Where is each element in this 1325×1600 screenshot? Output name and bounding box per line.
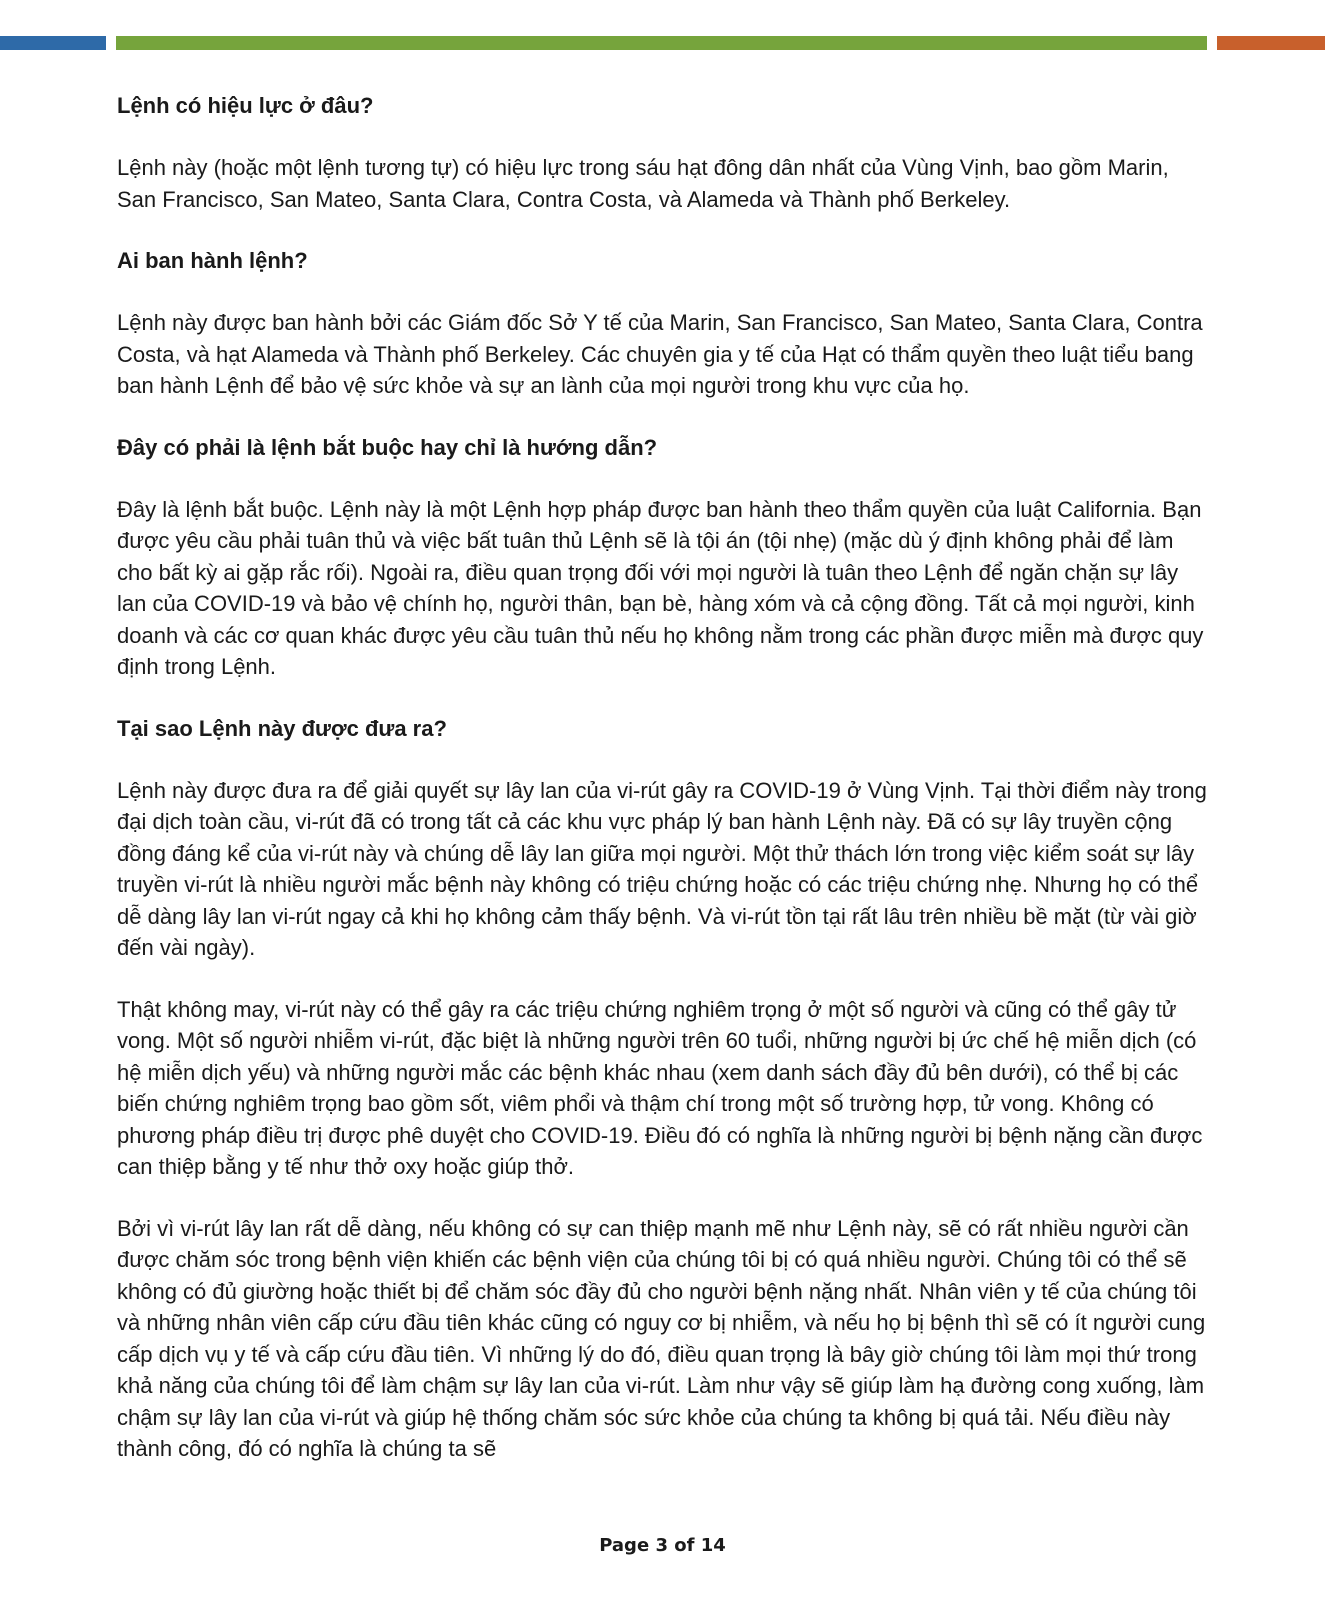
section-paragraph: Lệnh này (hoặc một lệnh tương tự) có hiệu lực trong sáu hạt đông dân nhất của Vùng Vịnh, bao gồm Marin, San Francisco, San Mateo, Santa Clara, Contra Costa, và Alameda và Thành phố Berkeley. (117, 155, 1169, 212)
page-label: Page (599, 1535, 650, 1556)
total-pages-number: 14 (700, 1535, 726, 1556)
header-bar-orange (1217, 36, 1325, 50)
header-bar-blue (0, 36, 106, 50)
section-paragraph: Đây là lệnh bắt buộc. Lệnh này là một Lệnh hợp pháp được ban hành theo thẩm quyền của luật California. Bạn được yêu cầu phải tuân thủ và việc bất tuân thủ Lệnh sẽ là tội án (tội nhẹ) (mặc dù ý định không phải để làm cho bất kỳ ai gặp rắc rối). Ngoài ra, điều quan trọng đối với mọi người là tuân theo Lệnh để ngăn chặn sự lây lan của COVID-19 và bảo vệ chính họ, người thân, bạn bè, hàng xóm và cả cộng đồng. Tất cả mọi người, kinh doanh và các cơ quan khác được yêu cầu tuân thủ nếu họ không nằm trong các phần được miễn mà được quy định trong Lệnh. (117, 496, 1204, 679)
section-paragraph: Thật không may, vi-rút này có thể gây ra các triệu chứng nghiêm trọng ở một số người và cũng có thể gây tử vong. Một số người nhiễm vi-rút, đặc biệt là những người trên 60 tuổi, những người bị ức chế hệ miễn dịch (có hệ miễn dịch yếu) và những người mắc các bệnh khác nhau (xem danh sách đầy đủ bên dưới), có thể bị các biến chứng nghiêm trọng bao gồm sốt, viêm phổi và thậm chí trong một số trường hợp, tử vong. Không có phương pháp điều trị được phê duyệt cho COVID-19. Điều đó có nghĩa là những người bị bệnh nặng cần được can thiệp bằng y tế như thở oxy hoặc giúp thở. (117, 996, 1203, 1179)
current-page-number: 3 (655, 1535, 668, 1556)
header-bar-green (116, 36, 1207, 50)
of-label: of (674, 1535, 695, 1556)
header-color-bars (0, 36, 1325, 50)
section-heading: Ai ban hành lệnh? (117, 248, 308, 273)
section-heading: Đây có phải là lệnh bắt buộc hay chỉ là hướng dẫn? (117, 434, 658, 460)
section-paragraph: Lệnh này được đưa ra để giải quyết sự lây lan của vi-rút gây ra COVID-19 ở Vùng Vịnh. Tại thời điểm này trong đại dịch toàn cầu, vi-rút đã có trong tất cả các khu vực pháp lý ban hành Lệnh này. Đã có sự lây truyền cộng đồng đáng kể của vi-rút này và chúng dễ lây lan giữa mọi người. Một thử thách lớn trong việc kiểm soát sự lây truyền vi-rút là nhiều người mắc bệnh này không có triệu chứng hoặc có các triệu chứng nhẹ. Nhưng họ có thể dễ dàng lây lan vi-rút ngay cả khi họ không cảm thấy bệnh. Và vi-rút tồn tại rất lâu trên nhiều bề mặt (từ vài giờ đến vài ngày). (117, 777, 1207, 960)
section-heading: Tại sao Lệnh này được đưa ra? (117, 715, 447, 741)
page-number-footer (0, 1535, 1325, 1556)
section-paragraph: Lệnh này được ban hành bởi các Giám đốc Sở Y tế của Marin, San Francisco, San Mateo, Santa Clara, Contra Costa, và hạt Alameda và Thành phố Berkeley. Các chuyên gia y tế của Hạt có thẩm quyền theo luật tiểu bang ban hành Lệnh để bảo vệ sức khỏe và sự an lành của mọi người trong khu vực của họ. (117, 310, 1203, 398)
section-paragraph: Bởi vì vi-rút lây lan rất dễ dàng, nếu không có sự can thiệp mạnh mẽ như Lệnh này, sẽ có rất nhiều người cần được chăm sóc trong bệnh viện khiến các bệnh viện của chúng tôi bị có quá nhiều người. Chúng tôi có thể sẽ không có đủ giường hoặc thiết bị để chăm sóc đầy đủ cho người bệnh nặng nhất. Nhân viên y tế của chúng tôi và những nhân viên cấp cứu đầu tiên khác cũng có nguy cơ bị nhiễm, và nếu họ bị bệnh thì sẽ có ít người cung cấp dịch vụ y tế và cấp cứu đầu tiên. Vì những lý do đó, điều quan trọng là bây giờ chúng tôi làm mọi thứ trong khả năng của chúng tôi để làm chậm sự lây lan của vi-rút. Làm như vậy sẽ giúp làm hạ đường cong xuống, làm chậm sự lây lan của vi-rút và giúp hệ thống chăm sóc sức khỏe của chúng ta không bị quá tải. Nếu điều này thành công, đó có nghĩa là chúng ta sẽ (117, 1215, 1206, 1461)
document-body (117, 90, 1207, 1495)
section-heading: Lệnh có hiệu lực ở đâu? (117, 93, 374, 118)
